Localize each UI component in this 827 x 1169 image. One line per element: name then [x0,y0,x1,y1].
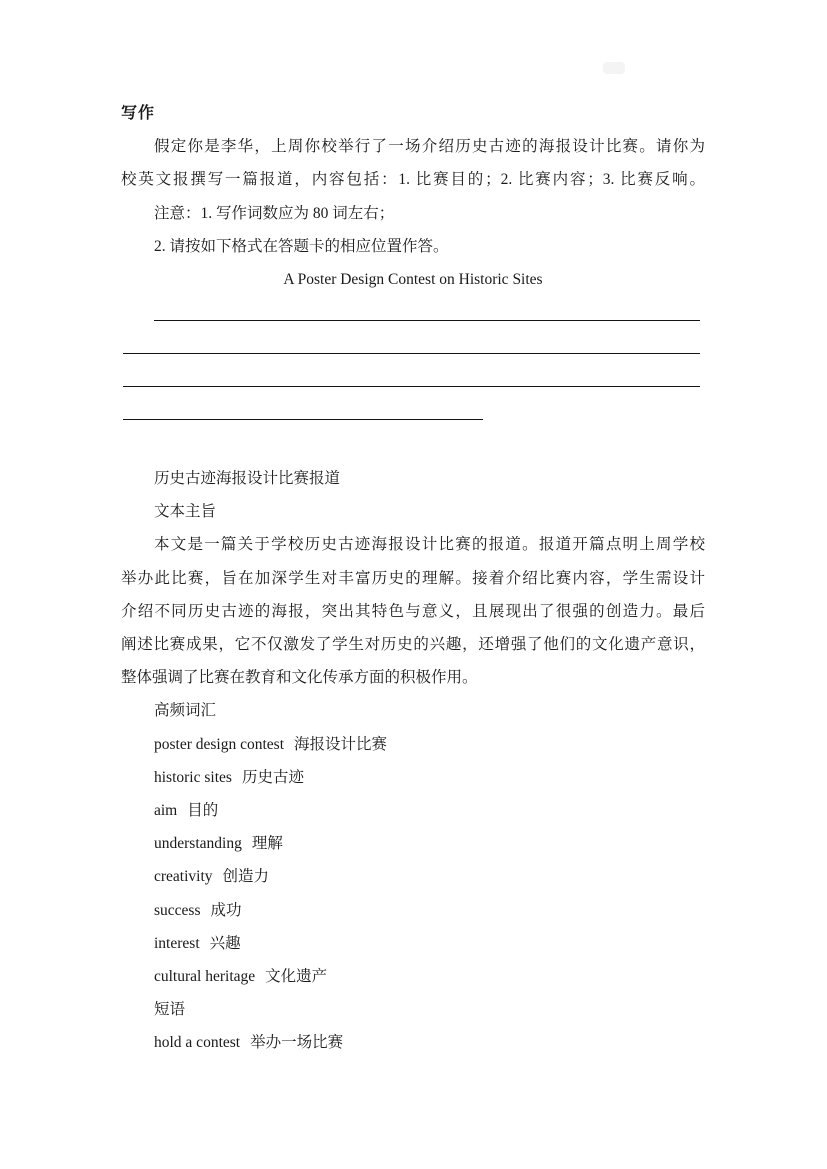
vocab-heading: 高频词汇 [154,702,217,720]
summary-line: 介绍不同历史古迹的海报，突出其特色与意义，且展现出了很强的创造力。最后 [121,602,705,620]
summary-line: 阐述比赛成果，它不仅激发了学生对历史的兴趣，还增强了他们的文化遗产意识， [121,636,705,653]
note-line: 注意：1. 写作词数应为 80 词左右； [154,204,395,222]
theme-heading: 文本主旨 [154,503,217,521]
blank-line [121,429,705,462]
answer-blank-row [121,363,705,396]
vocab-english-term: interest [154,934,200,952]
summary-line: 本文是一篇关于学校历史古迹海报设计比赛的报道。报道开篇点明上周学校 [154,536,705,554]
vocab-english-term: cultural heritage [154,967,256,985]
essay-title: A Poster Design Contest on Historic Sites [283,270,543,288]
vocab-item [121,794,705,827]
vocab-english-term: poster design contest [154,735,285,753]
answer-blank-line [154,296,700,321]
answer-blank-line [123,396,483,421]
summary-line: 整体强调了比赛在教育和文化传承方面的积极作用。 [121,669,478,687]
note-line: 2. 请按如下格式在答题卡的相应位置作答。 [154,237,449,255]
vocab-english-term: aim [154,801,178,819]
writing-section-heading: 写作 [121,105,156,122]
vocab-item [121,827,705,860]
vocab-english-term: historic sites [154,768,232,786]
answer-blank-row [121,329,705,362]
vocab-english-term: creativity [154,868,213,886]
vocab-english-term: success [154,901,201,919]
vocab-chinese-meaning: 理解 [251,835,283,853]
answer-blank-line [123,363,700,388]
vocab-english-term: understanding [154,835,242,853]
document-text-column [121,97,705,1059]
vocab-chinese-meaning: 成功 [210,901,242,919]
vocab-chinese-meaning: 举办一场比赛 [250,1034,344,1052]
vocab-chinese-meaning: 目的 [187,801,219,819]
summary-line: 举办此比赛，旨在加深学生对丰富历史的理解。接着介绍比赛内容，学生需设计 [121,569,705,587]
vocab-english-term: hold a contest [154,1034,241,1052]
answer-blank-row [121,396,705,429]
vocab-chinese-meaning: 历史古迹 [241,768,304,786]
vocab-chinese-meaning: 兴趣 [209,934,241,952]
vocab-item [121,728,705,761]
vocab-item [121,960,705,993]
phrases-heading: 短语 [154,1001,186,1019]
vocab-item [121,860,705,893]
vocab-item [121,761,705,794]
phrase-item [121,1026,705,1059]
answer-blank-line [123,329,700,354]
prompt-line: 校英文报撰写一篇报道，内容包括：1. 比赛目的；2. 比赛内容；3. 比赛反响。 [121,171,705,189]
vocab-chinese-meaning: 创造力 [222,868,270,886]
faint-print-smudge [603,62,625,74]
vocab-item [121,927,705,960]
answer-blank-row [121,296,705,329]
vocab-chinese-meaning: 文化遗产 [265,967,328,985]
vocab-chinese-meaning: 海报设计比赛 [294,735,388,753]
vocab-item [121,894,705,927]
report-title: 历史古迹海报设计比赛报道 [154,470,341,488]
prompt-line: 假定你是李华，上周你校举行了一场介绍历史古迹的海报设计比赛。请你为 [154,138,705,156]
